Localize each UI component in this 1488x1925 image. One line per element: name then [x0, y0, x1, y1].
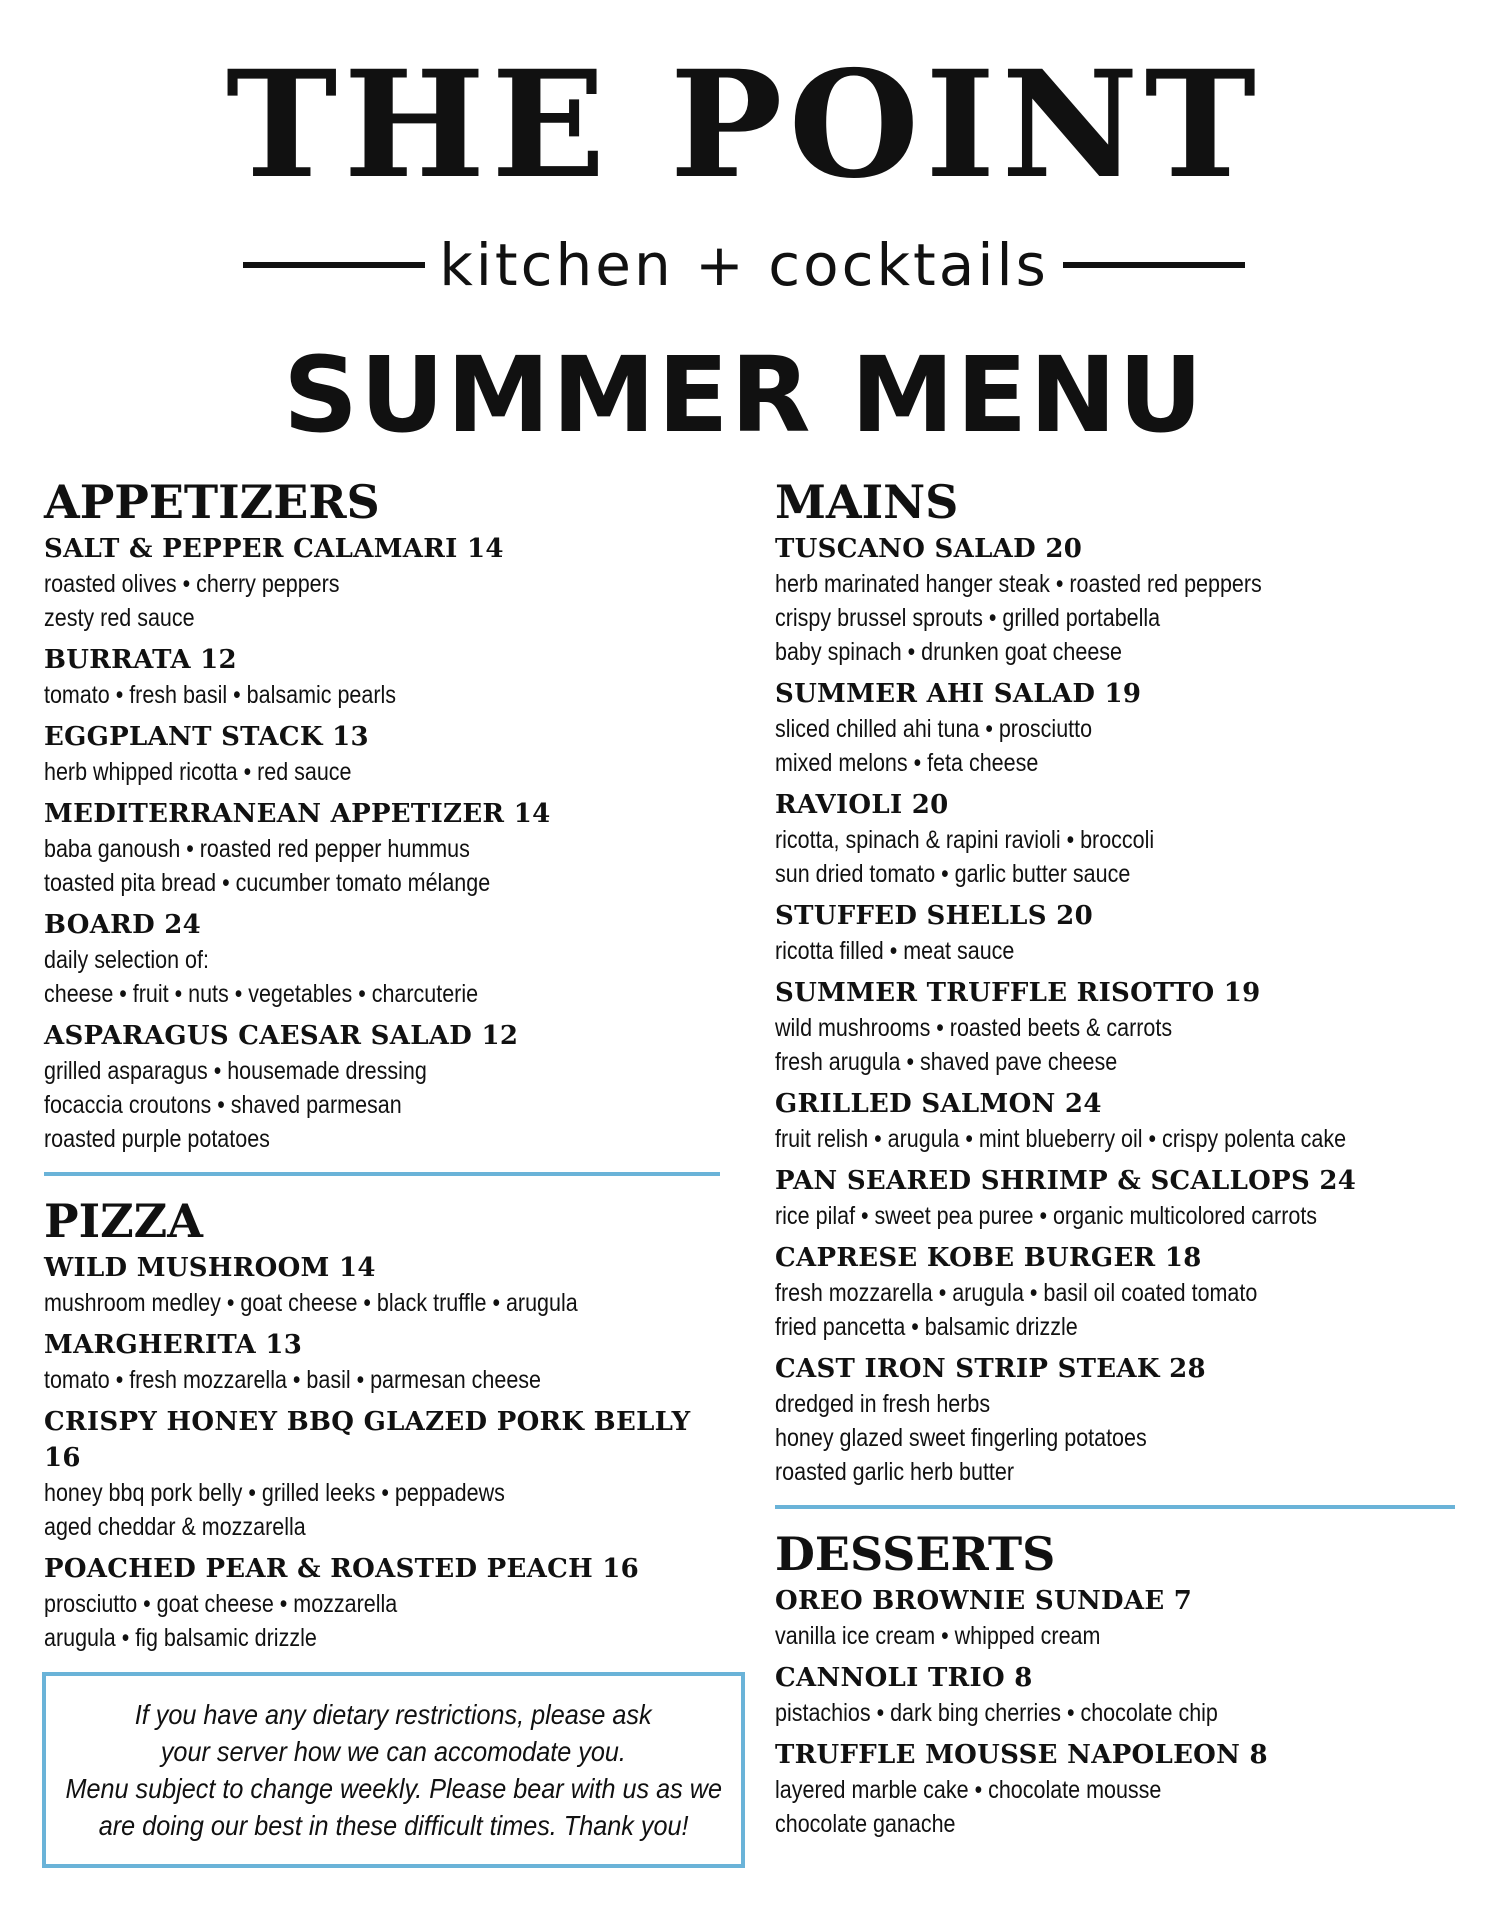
menu-item-description: herb whipped ricotta • red sauce	[44, 758, 352, 786]
menu-item	[44, 1404, 719, 1544]
section-title: MAINS	[775, 475, 959, 529]
menu-item	[44, 642, 719, 712]
menu-item	[44, 1327, 719, 1397]
menu-item-description: layered marble cake • chocolate mousse	[775, 1776, 1162, 1804]
menu-item-description: aged cheddar & mozzarella	[44, 1513, 306, 1541]
menu-item-description: baba ganoush • roasted red pepper hummus	[44, 835, 470, 863]
menu-item	[775, 898, 1455, 968]
menu-item-description: mixed melons • feta cheese	[775, 749, 1039, 777]
menu-item-description: fruit relish • arugula • mint blueberry oil • crispy polenta cake	[775, 1125, 1347, 1153]
section-title: APPETIZERS	[44, 475, 380, 529]
menu-item-name: WILD MUSHROOM 14	[44, 1253, 376, 1283]
menu-item	[775, 1163, 1455, 1233]
menu-item-name: BOARD 24	[44, 910, 202, 940]
notice-line: are doing our best in these difficult times. Thank you!	[98, 1810, 689, 1841]
menu-item-description: tomato • fresh basil • balsamic pearls	[44, 681, 397, 709]
menu-item-description: dredged in fresh herbs	[775, 1390, 991, 1418]
menu-item-description: rice pilaf • sweet pea puree • organic multicolored carrots	[775, 1202, 1318, 1230]
menu-item-description: crispy brussel sprouts • grilled portabella	[775, 604, 1161, 632]
menu-item-name: CAPRESE KOBE BURGER 18	[775, 1243, 1202, 1273]
menu-item-name: EGGPLANT STACK 13	[44, 722, 369, 752]
menu-item	[775, 1351, 1455, 1489]
menu-item	[775, 1660, 1455, 1730]
menu-item-description: vanilla ice cream • whipped cream	[775, 1622, 1101, 1650]
menu-item-description: chocolate ganache	[775, 1810, 956, 1838]
menu-item-description: mushroom medley • goat cheese • black truffle • arugula	[44, 1289, 578, 1317]
menu-item-name: BURRATA 12	[44, 645, 237, 675]
menu-item-name: MARGHERITA 13	[44, 1330, 303, 1360]
section-appetizers	[44, 475, 719, 1156]
menu-item	[775, 1583, 1455, 1653]
menu-item-name: SUMMER AHI SALAD 19	[775, 679, 1142, 709]
menu-item	[775, 1240, 1455, 1344]
section-divider	[775, 1505, 1455, 1509]
menu-item-name: TUSCANO SALAD 20	[775, 534, 1083, 564]
dietary-notice-box	[42, 1672, 745, 1868]
menu-item	[775, 1086, 1455, 1156]
menu-item-description: toasted pita bread • cucumber tomato mélange	[44, 869, 491, 897]
section-pizza	[44, 1194, 719, 1655]
menu-item	[44, 719, 719, 789]
menu-item	[44, 531, 719, 635]
tagline-rule-left	[243, 262, 425, 268]
menu-item-description: grilled asparagus • housemade dressing	[44, 1057, 427, 1085]
menu-item-description: zesty red sauce	[44, 604, 195, 632]
menu-item	[44, 1551, 719, 1655]
menu-item-name: ASPARAGUS CAESAR SALAD 12	[44, 1021, 519, 1051]
menu-item-description: ricotta, spinach & rapini ravioli • broccoli	[775, 826, 1155, 854]
menu-item-name: SUMMER TRUFFLE RISOTTO 19	[775, 978, 1261, 1008]
menu-item-description: herb marinated hanger steak • roasted red peppers	[775, 570, 1262, 598]
menu-item-description: baby spinach • drunken goat cheese	[775, 638, 1122, 666]
menu-item-name: POACHED PEAR & ROASTED PEACH 16	[44, 1554, 640, 1584]
menu-item	[44, 907, 719, 1011]
menu-item-description: fresh arugula • shaved pave cheese	[775, 1048, 1118, 1076]
menu-title: SUMMER MENU	[283, 334, 1205, 456]
menu-item-name: RAVIOLI 20	[775, 790, 949, 820]
menu-item-name: CRISPY HONEY BBQ GLAZED PORK BELLY 16	[44, 1407, 691, 1473]
menu-item-description: prosciutto • goat cheese • mozzarella	[44, 1590, 398, 1618]
left-column	[44, 475, 719, 1662]
restaurant-tagline: kitchen + cocktails	[439, 231, 1049, 299]
menu-item	[775, 676, 1455, 780]
section-mains	[775, 475, 1455, 1489]
right-column	[775, 475, 1455, 1848]
menu-item-description: tomato • fresh mozzarella • basil • parmesan cheese	[44, 1366, 541, 1394]
menu-item-name: STUFFED SHELLS 20	[775, 901, 1093, 931]
menu-item-description: focaccia croutons • shaved parmesan	[44, 1091, 402, 1119]
menu-item-description: fried pancetta • balsamic drizzle	[775, 1313, 1078, 1341]
menu-item-name: MEDITERRANEAN APPETIZER 14	[44, 799, 551, 829]
menu-item-description: honey glazed sweet fingerling potatoes	[775, 1424, 1147, 1452]
menu-item-description: ricotta filled • meat sauce	[775, 937, 1015, 965]
menu-item	[44, 796, 719, 900]
menu-item-description: roasted purple potatoes	[44, 1125, 270, 1153]
menu-item	[775, 787, 1455, 891]
menu-item-description: sliced chilled ahi tuna • prosciutto	[775, 715, 1093, 743]
menu-item-description: sun dried tomato • garlic butter sauce	[775, 860, 1131, 888]
menu-item-name: PAN SEARED SHRIMP & SCALLOPS 24	[775, 1166, 1357, 1196]
notice-line: Menu subject to change weekly. Please bear with us as we	[65, 1773, 722, 1804]
menu-item	[775, 975, 1455, 1079]
menu-item-description: daily selection of:	[44, 946, 209, 974]
menu-item-description: pistachios • dark bing cherries • chocolate chip	[775, 1699, 1218, 1727]
section-desserts	[775, 1527, 1455, 1841]
tagline-rule-right	[1063, 262, 1245, 268]
menu-item	[775, 1737, 1455, 1841]
menu-item-description: roasted olives • cherry peppers	[44, 570, 340, 598]
menu-item-description: honey bbq pork belly • grilled leeks • peppadews	[44, 1479, 505, 1507]
menu-item-description: roasted garlic herb butter	[775, 1458, 1015, 1486]
menu-item-name: TRUFFLE MOUSSE NAPOLEON 8	[775, 1740, 1268, 1770]
section-title: DESSERTS	[775, 1527, 1056, 1581]
menu-item-name: CAST IRON STRIP STEAK 28	[775, 1354, 1206, 1384]
menu-item-description: wild mushrooms • roasted beets & carrots	[775, 1014, 1173, 1042]
menu-item	[44, 1250, 719, 1320]
menu-item-name: SALT & PEPPER CALAMARI 14	[44, 534, 504, 564]
menu-item	[44, 1018, 719, 1156]
menu-item-description: fresh mozzarella • arugula • basil oil coated tomato	[775, 1279, 1258, 1307]
restaurant-logo: THE POINT	[225, 38, 1263, 212]
section-divider	[44, 1172, 720, 1176]
menu-item-name: OREO BROWNIE SUNDAE 7	[775, 1586, 1193, 1616]
section-title: PIZZA	[44, 1194, 203, 1248]
tagline-row	[243, 230, 1245, 300]
menu-item-name: CANNOLI TRIO 8	[775, 1663, 1033, 1693]
menu-item	[775, 531, 1455, 669]
menu-item-description: arugula • fig balsamic drizzle	[44, 1624, 317, 1652]
menu-item-description: cheese • fruit • nuts • vegetables • charcuterie	[44, 980, 479, 1008]
menu-item-name: GRILLED SALMON 24	[775, 1089, 1102, 1119]
notice-line: your server how we can accomodate you.	[160, 1736, 627, 1767]
notice-line: If you have any dietary restrictions, please ask	[135, 1699, 652, 1730]
